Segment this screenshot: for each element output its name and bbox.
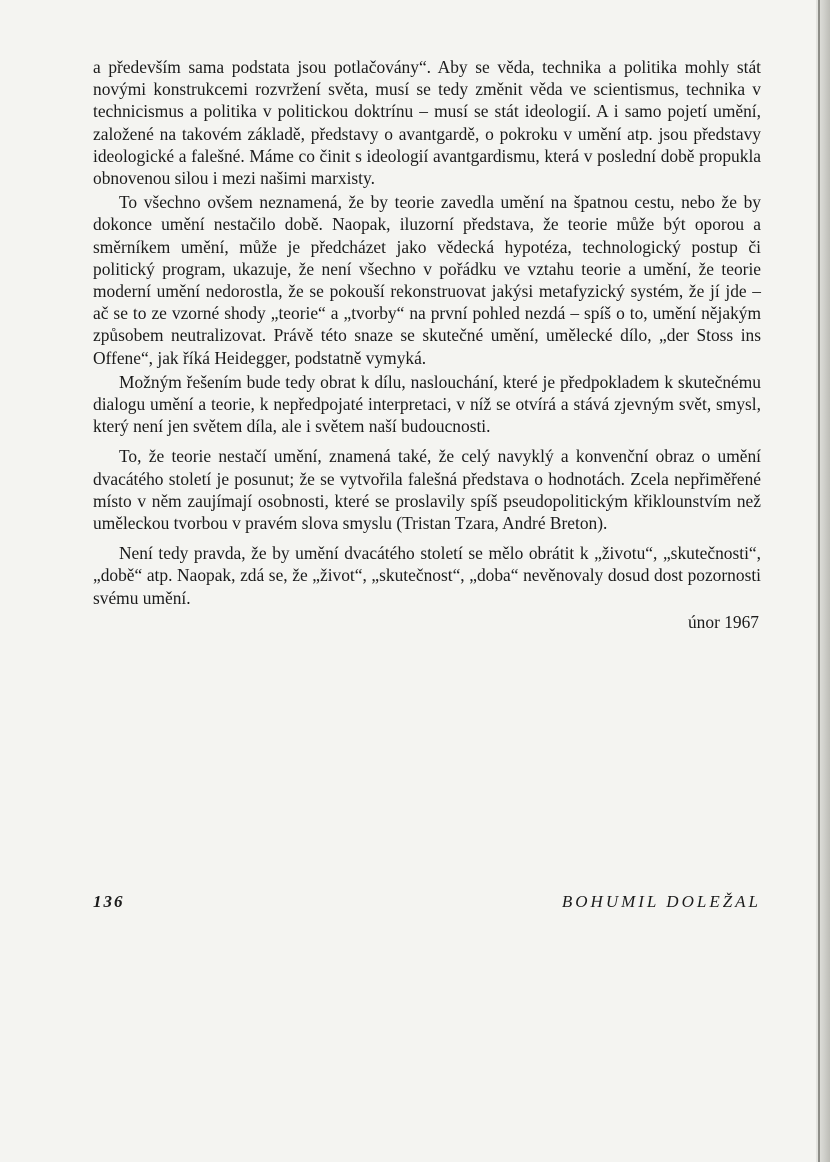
page-number: 136 (93, 892, 125, 911)
page-edge-shadow (818, 0, 820, 1162)
paragraph-3: Možným řešením bude tedy obrat k dílu, naslouchání, které je předpokladem k skutečnému dialogu umění a teorie, k nepředpojaté interpretaci, v níž se otvírá a stává zjevným svět, smysl, který není jen světem díla, ale i světem naší budoucnosti. (93, 371, 761, 437)
date-line: únor 1967 (687, 611, 759, 632)
body-text (93, 56, 761, 633)
paragraph-2: To všechno ovšem neznamená, že by teorie zavedla umění na špatnou cestu, nebo že by dokonce umění nestačilo době. Naopak, iluzorní představa, že teorie může být oporou a směrníkem umění, může je předcházet jako vědecká hypotéza, technologický postup či politický program, ukazuje, že není všechno v pořádku ve vztahu teorie a umění, že teorie moderní umění nedorostla, že se pokouší rekonstruovat jakýsi metafyzický systém, že jí jde – ač se to ze vzorné shody „teorie“ a „tvorby“ na první pohled nezdá – spíš o to, umění nějakým způsobem neutralizovat. Právě této snaze se skutečné umění, umělecké dílo, „der Stoss ins Offene“, jak říká Heidegger, podstatně vymyká. (93, 192, 761, 368)
running-head-author: BOHUMIL DOLEŽAL (561, 892, 761, 911)
paragraph-1: a především sama podstata jsou potlačovány“. Aby se věda, technika a politika mohly stát novými konstrukcemi rozvržení světa, musí se tedy změnit věda ve scientismus, technika v technicismus a politika v politickou doktrínu – musí se stát ideologií. A i samo pojetí umění, založené na takovém základě, představy o avantgardě, o pokroku v umění atp. jsou představy ideologické a falešné. Máme co činit s ideologií avantgardismu, která v poslední době propukla obnovenou silou i mezi našimi marxisty. (93, 57, 761, 189)
page-footer (93, 892, 761, 920)
paragraph-5: Není tedy pravda, že by umění dvacátého století se mělo obrátit k „životu“, „skutečnosti“, „době“ atp. Naopak, zdá se, že „život“, „skutečnost“, „doba“ nevěnovaly dosud dost pozornosti svému umění. (93, 543, 761, 608)
paragraph-4: To, že teorie nestačí umění, znamená také, že celý navyklý a konvenční obraz o umění dvacátého století je posunut; že se vytvořila falešná představa o hodnotách. Zcela nepřiměřené místo v něm zaujímají osobnosti, které se proslavily spíš pseudopolitickým křiklounstvím než uměleckou tvorbou v pravém slova smyslu (Tristan Tzara, André Breton). (93, 446, 761, 534)
